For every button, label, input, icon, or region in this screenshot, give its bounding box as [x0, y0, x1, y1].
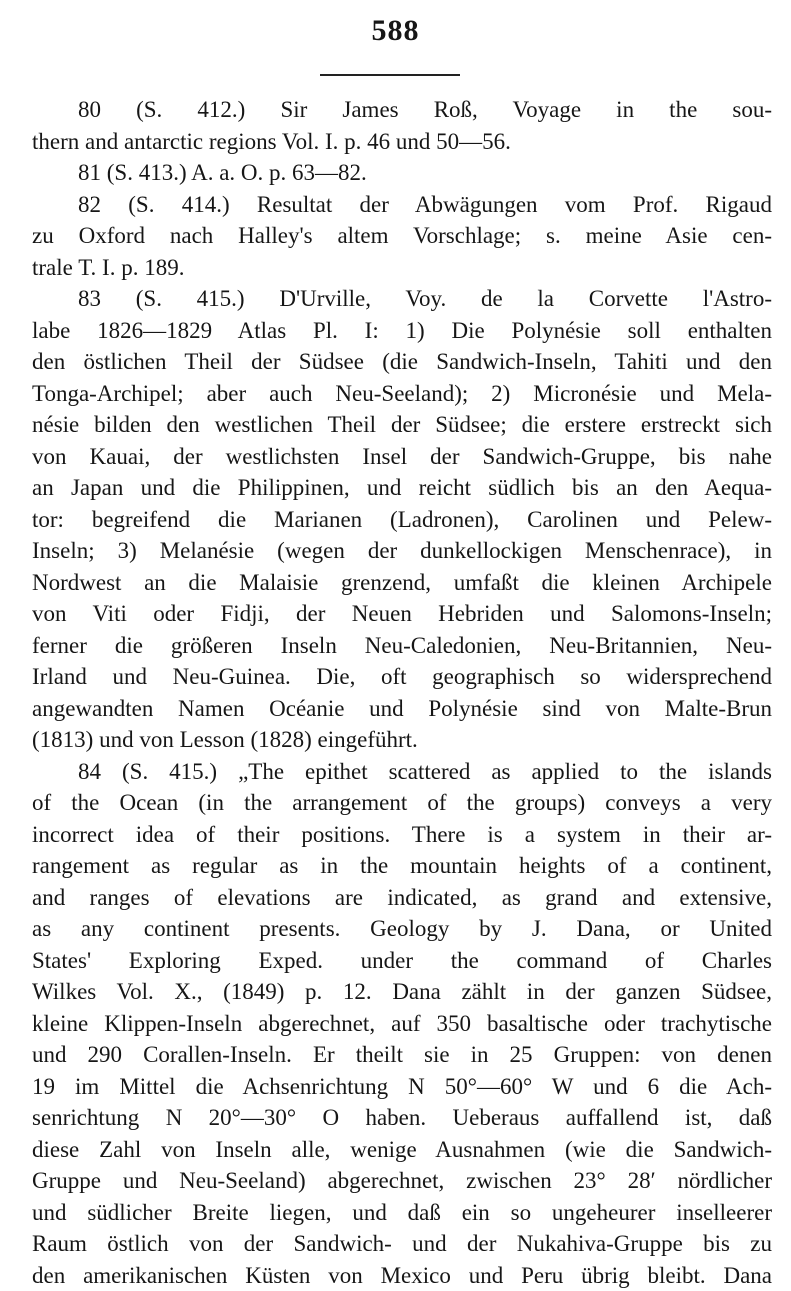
- text-line: angewandten Namen Océanie und Polynésie sind von Malte-Brun: [32, 693, 772, 725]
- text-line: Tonga-Archipel; aber auch Neu-Seeland); 2) Micronésie und Mela-: [32, 378, 772, 410]
- text-line: labe 1826—1829 Atlas Pl. I: 1) Die Polynésie soll enthalten: [32, 315, 772, 347]
- note-84: [32, 756, 772, 1291]
- text-line: of the Ocean (in the arrangement of the groups) conveys a very: [32, 787, 772, 819]
- note-80: [32, 94, 772, 157]
- text-line: incorrect idea of their positions. There is a system in their ar-: [32, 819, 772, 851]
- text-line: tor: begreifend die Marianen (Ladronen), Carolinen und Pelew-: [32, 504, 772, 536]
- text-line: 81 (S. 413.) A. a. O. p. 63—82.: [32, 157, 772, 189]
- text-line: 80 (S. 412.) Sir James Roß, Voyage in the sou-: [32, 94, 772, 126]
- text-line: den östlichen Theil der Südsee (die Sandwich-Inseln, Tahiti und den: [32, 346, 772, 378]
- text-line: zu Oxford nach Halley's altem Vorschlage; s. meine Asie cen-: [32, 220, 772, 252]
- text-line: Inseln; 3) Melanésie (wegen der dunkellockigen Menschenrace), in: [32, 535, 772, 567]
- note-81: [32, 157, 772, 189]
- text-line: kleine Klippen-Inseln abgerechnet, auf 350 basaltische oder trachytische: [32, 1008, 772, 1040]
- text-line: Irland und Neu-Guinea. Die, oft geographisch so widersprechend: [32, 661, 772, 693]
- text-line: Gruppe und Neu-Seeland) abgerechnet, zwischen 23° 28′ nördlicher: [32, 1165, 772, 1197]
- text-line: ferner die größeren Inseln Neu-Caledonien, Neu-Britannien, Neu-: [32, 630, 772, 662]
- text-line: 84 (S. 415.) „The epithet scattered as applied to the islands: [32, 756, 772, 788]
- text-line: and ranges of elevations are indicated, as grand and extensive,: [32, 882, 772, 914]
- text-line: und südlicher Breite liegen, und daß ein so ungeheurer inselleerer: [32, 1197, 772, 1229]
- text-line: von Viti oder Fidji, der Neuen Hebriden und Salomons-Inseln;: [32, 598, 772, 630]
- text-line: as any continent presents. Geology by J. Dana, or United: [32, 913, 772, 945]
- text-line: den amerikanischen Küsten von Mexico und Peru übrig bleibt. Dana: [32, 1260, 772, 1291]
- text-line: diese Zahl von Inseln alle, wenige Ausnahmen (wie die Sandwich-: [32, 1134, 772, 1166]
- header-rule: [320, 74, 460, 76]
- note-82: [32, 189, 772, 284]
- text-line: Nordwest an die Malaisie grenzend, umfaßt die kleinen Archipele: [32, 567, 772, 599]
- text-line: (1813) und von Lesson (1828) eingeführt.: [32, 724, 772, 756]
- text-line: Wilkes Vol. X., (1849) p. 12. Dana zählt in der ganzen Südsee,: [32, 976, 772, 1008]
- text-line: senrichtung N 20°—30° O haben. Ueberaus auffallend ist, daß: [32, 1102, 772, 1134]
- text-line: thern and antarctic regions Vol. I. p. 46 und 50—56.: [32, 126, 772, 158]
- text-line: von Kauai, der westlichsten Insel der Sandwich-Gruppe, bis nahe: [32, 441, 772, 473]
- text-line: 19 im Mittel die Achsenrichtung N 50°—60° W und 6 die Ach-: [32, 1071, 772, 1103]
- page-number: 588: [0, 14, 791, 48]
- footnotes: [32, 94, 772, 1291]
- text-line: und 290 Corallen-Inseln. Er theilt sie in 25 Gruppen: von denen: [32, 1039, 772, 1071]
- text-line: Raum östlich von der Sandwich- und der Nukahiva-Gruppe bis zu: [32, 1228, 772, 1260]
- text-line: an Japan und die Philippinen, und reicht südlich bis an den Aequa-: [32, 472, 772, 504]
- text-line: 82 (S. 414.) Resultat der Abwägungen vom Prof. Rigaud: [32, 189, 772, 221]
- note-83: [32, 283, 772, 756]
- text-line: States' Exploring Exped. under the command of Charles: [32, 945, 772, 977]
- text-line: 83 (S. 415.) D'Urville, Voy. de la Corvette l'Astro-: [32, 283, 772, 315]
- text-line: rangement as regular as in the mountain heights of a continent,: [32, 850, 772, 882]
- text-line: trale T. I. p. 189.: [32, 252, 772, 284]
- text-line: nésie bilden den westlichen Theil der Südsee; die erstere erstreckt sich: [32, 409, 772, 441]
